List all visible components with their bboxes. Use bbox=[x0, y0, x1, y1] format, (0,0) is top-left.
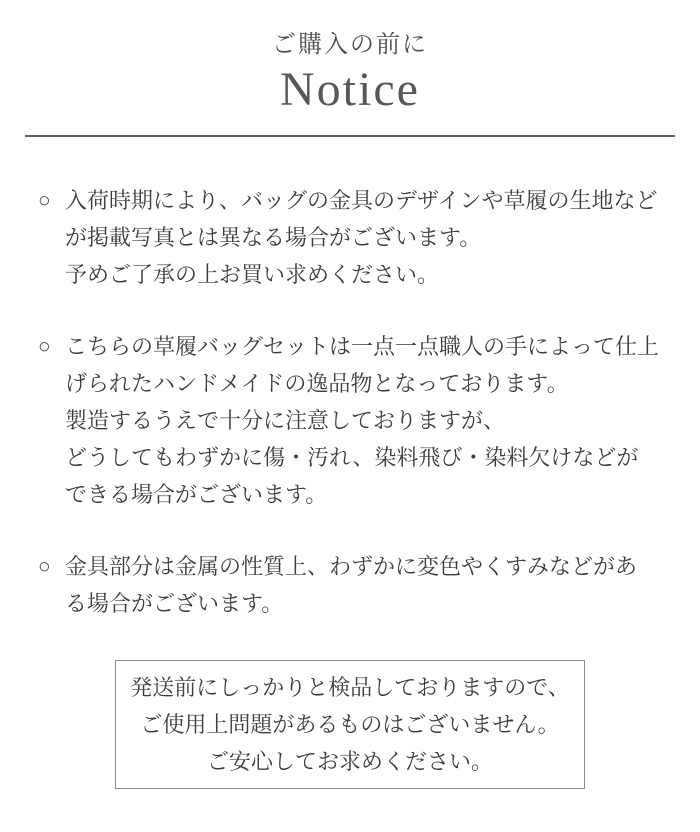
notice-line: 予めご了承の上お買い求めください。 bbox=[65, 262, 440, 287]
notice-line: 金具部分は金属の性質上、わずかに変色やくすみなどがあ bbox=[65, 554, 638, 579]
notice-line: できる場合がございます。 bbox=[65, 482, 328, 507]
notice-item-metal-parts bbox=[38, 548, 680, 622]
page-subtitle-japanese: ご購入の前に bbox=[272, 32, 428, 58]
notice-text bbox=[65, 182, 680, 293]
circle-bullet-icon: ○ bbox=[38, 335, 51, 358]
notice-line: 製造するうえで十分に注意しておりますが、 bbox=[65, 408, 506, 433]
circle-bullet-icon: ○ bbox=[38, 189, 51, 212]
notice-line: る場合がございます。 bbox=[65, 591, 284, 616]
assurance-line: 発送前にしっかりと検品しておりますので、 bbox=[130, 675, 570, 700]
notice-item-handmade bbox=[38, 328, 680, 513]
assurance-box bbox=[115, 660, 585, 789]
notice-line: が掲載写真とは異なる場合がございます。 bbox=[65, 225, 482, 250]
notice-list bbox=[0, 182, 700, 622]
notice-item-stock-variation bbox=[38, 182, 680, 293]
notice-header bbox=[0, 0, 700, 137]
notice-text bbox=[65, 328, 680, 513]
notice-line: 入荷時期により、バッグの金具のデザインや草履の生地など bbox=[65, 188, 658, 213]
circle-bullet-icon: ○ bbox=[38, 555, 51, 578]
assurance-line: ご使用上問題があるものはございません。 bbox=[140, 712, 560, 737]
notice-line: どうしてもわずかに傷・汚れ、染料飛び・染料欠けなどが bbox=[65, 445, 639, 470]
notice-line: こちらの草履バッグセットは一点一点職人の手によって仕上 bbox=[65, 334, 660, 359]
page-title: Notice bbox=[280, 63, 420, 116]
assurance-line: ご安心してお求めください。 bbox=[206, 749, 493, 774]
notice-line: げられたハンドメイドの逸品物となっております。 bbox=[65, 371, 569, 396]
header-divider bbox=[25, 135, 675, 137]
notice-text bbox=[65, 548, 680, 622]
